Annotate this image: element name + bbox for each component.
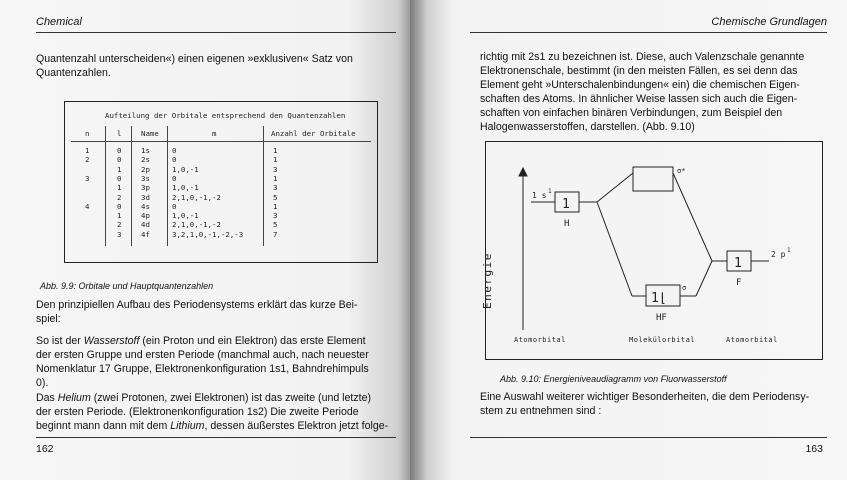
h-electron: 1 bbox=[562, 197, 570, 212]
text-line: Elektronenschale, bestimmt (in den meisten Fällen, es sei denn das bbox=[480, 65, 798, 77]
connector-h-sigma bbox=[597, 202, 632, 296]
energy-axis-arrowhead bbox=[519, 168, 527, 176]
table-cell-m: 2,1,0,-1,-2 bbox=[172, 192, 221, 202]
text-line: Den prinzipiellen Aufbau des Periodensystems erklärt das kurze Bei- bbox=[36, 299, 358, 311]
table-cell-m: 1,0,-1 bbox=[172, 211, 199, 221]
table-cell-l: 1 bbox=[117, 211, 122, 221]
f-level-label: 2 p bbox=[771, 250, 786, 259]
table-cell-name: 2s bbox=[141, 155, 150, 165]
text-line: der ersten Gruppe und ersten Periode (manchmal auch, nach neuester bbox=[36, 349, 369, 361]
f-label: F bbox=[736, 278, 742, 288]
paragraph-intro-left bbox=[36, 52, 353, 80]
sigma-star-label: σ* bbox=[677, 167, 686, 175]
table-cell-n: 4 bbox=[85, 201, 90, 211]
text-run: beginnt mann dann mit dem bbox=[36, 420, 171, 432]
header-rule-left bbox=[36, 32, 396, 33]
table-column-divider bbox=[167, 126, 168, 246]
text-line: Element geht »Unterschalenbindungen« ein) die chemischen Eigen- bbox=[480, 79, 800, 91]
molekuelorbital-label: Molekülorbital bbox=[629, 336, 696, 344]
figure-caption-9-10: Abb. 9.10: Energieniveaudiagramm von Fluorwasserstoff bbox=[500, 374, 727, 384]
text-line: Nomenklatur 17 Gruppe, Elektronenkonfiguration 1s1, Bahndrehimpuls bbox=[36, 363, 369, 375]
table-cell-m: 0 bbox=[172, 155, 177, 165]
energy-level-diagram bbox=[481, 141, 823, 360]
table-header-n: n bbox=[85, 129, 90, 138]
table-cell-count: 1 bbox=[273, 155, 278, 165]
paragraph-helium bbox=[36, 391, 388, 433]
table-column-divider bbox=[131, 126, 132, 246]
table-cell-n: 2 bbox=[85, 155, 90, 165]
text-line: Quantenzahlen. bbox=[36, 67, 111, 79]
table-cell-name: 3d bbox=[141, 192, 150, 202]
text-line: richtig mit 2s1 zu bezeichnen ist. Diese, auch Valenzschale genannte bbox=[480, 51, 805, 63]
energy-diagram-svg bbox=[481, 142, 822, 359]
table-cell-name: 4f bbox=[141, 229, 150, 239]
table-cell-count: 1 bbox=[273, 146, 278, 155]
term-wasserstoff: Wasserstoff bbox=[83, 335, 140, 347]
sigma-star-orbital-box bbox=[633, 167, 673, 191]
running-header-left: Chemical bbox=[36, 16, 82, 28]
table-header-rule bbox=[71, 141, 371, 142]
table-cell-m: 2,1,0,-1,-2 bbox=[172, 220, 221, 230]
left-page bbox=[0, 0, 410, 480]
table-cell-name: 3s bbox=[141, 173, 150, 183]
table-cell-l: 0 bbox=[117, 173, 122, 183]
table-cell-name: 2p bbox=[141, 164, 150, 174]
text-line: schaften des Atoms. In ähnlicher Weise lassen sich auch die Eigen- bbox=[480, 93, 798, 105]
table-cell-name: 4s bbox=[141, 201, 150, 211]
text-line: Halogenwasserstoffen, darstellen. (Abb. 9.10) bbox=[480, 121, 695, 133]
text-line: spiel: bbox=[36, 313, 61, 325]
table-cell-n: 1 bbox=[85, 146, 90, 155]
text-line: Eine Auswahl weiterer wichtiger Besonderheiten, die dem Periodensy- bbox=[480, 391, 810, 403]
table-cell-name: 1s bbox=[141, 146, 150, 155]
table-cell-n: 3 bbox=[85, 173, 90, 183]
header-rule-right bbox=[470, 32, 827, 33]
table-cell-count: 7 bbox=[273, 229, 278, 239]
text-line: schaften von einfachen binären Verbindungen, zum Beispiel den bbox=[480, 107, 783, 119]
connector-sigma-star-f bbox=[673, 173, 712, 261]
text-line: 0). bbox=[36, 377, 49, 389]
energy-axis-label: Energie bbox=[481, 252, 494, 309]
table-cell-l: 2 bbox=[117, 220, 122, 230]
table-cell-m: 0 bbox=[172, 146, 177, 155]
table-title: Aufteilung der Orbitale entsprechend den Quantenzahlen bbox=[105, 111, 346, 120]
paragraph-aufbau bbox=[36, 298, 358, 326]
table-cell-count: 3 bbox=[273, 183, 278, 193]
table-cell-l: 0 bbox=[117, 201, 122, 211]
table-cell-l: 2 bbox=[117, 192, 122, 202]
table-cell-l: 1 bbox=[117, 183, 122, 193]
right-page bbox=[410, 0, 847, 480]
table-cell-count: 5 bbox=[273, 192, 278, 202]
text-line: stem zu entnehmen sind : bbox=[480, 405, 602, 417]
orbital-table bbox=[64, 101, 378, 263]
atomorbital-label-left: Atomorbital bbox=[514, 336, 566, 344]
text-line: Quantenzahl unterscheiden«) einen eigenen »exklusiven« Satz von bbox=[36, 53, 353, 65]
page-number-right: 163 bbox=[805, 443, 823, 455]
text-run: , dessen äußerstes Elektron jetzt folge- bbox=[204, 420, 389, 432]
table-cell-count: 1 bbox=[273, 173, 278, 183]
table-cell-l: 0 bbox=[117, 155, 122, 165]
h-level-superscript: 1 bbox=[548, 188, 552, 195]
connector-sigma-f bbox=[696, 261, 712, 296]
table-cell-name: 4d bbox=[141, 220, 150, 230]
table-cell-m: 0 bbox=[172, 173, 177, 183]
table-cell-l: 1 bbox=[117, 164, 122, 174]
table-cell-m: 0 bbox=[172, 201, 177, 211]
h-label: H bbox=[564, 219, 570, 229]
f-electron: 1 bbox=[734, 256, 742, 271]
table-cell-name: 3p bbox=[141, 183, 150, 193]
text-run: (ein Proton und ein Elektron) das erste Element bbox=[139, 335, 366, 347]
footer-rule-left bbox=[36, 437, 396, 438]
text-run: (zwei Protonen, zwei Elektronen) ist das zweite (und letzte) bbox=[90, 392, 372, 404]
table-header-count: Anzahl der Orbitale bbox=[271, 129, 356, 138]
table-cell-l: 0 bbox=[117, 146, 122, 155]
table-cell-name: 4p bbox=[141, 211, 150, 221]
figure-caption-9-9: Abb. 9.9: Orbitale und Hauptquantenzahlen bbox=[40, 281, 214, 291]
text-run: So ist der bbox=[36, 335, 84, 347]
h-level-label: 1 s bbox=[532, 191, 547, 200]
f-level-superscript: 1 bbox=[787, 247, 791, 254]
footer-rule-right bbox=[470, 437, 827, 438]
paragraph-valenzschale bbox=[480, 50, 804, 134]
text-line: der ersten Periode. (Elektronenkonfiguration 1s2) Die zweite Periode bbox=[36, 406, 359, 418]
paragraph-besonderheiten bbox=[480, 390, 809, 418]
connector-h-sigma-star bbox=[597, 173, 633, 202]
term-helium: Helium bbox=[57, 392, 91, 404]
term-lithium: Lithium bbox=[170, 420, 205, 432]
running-header-right: Chemische Grundlagen bbox=[711, 16, 827, 28]
sigma-label: σ bbox=[682, 284, 687, 292]
page-number-left: 162 bbox=[36, 443, 54, 455]
table-header-l: l bbox=[117, 129, 122, 138]
text-run: Das bbox=[36, 392, 58, 404]
paragraph-wasserstoff bbox=[36, 334, 369, 390]
table-header-name: Name bbox=[141, 129, 159, 138]
table-column-divider bbox=[263, 126, 264, 246]
table-cell-count: 5 bbox=[273, 220, 278, 230]
atomorbital-label-right: Atomorbital bbox=[726, 336, 778, 344]
table-cell-count: 1 bbox=[273, 201, 278, 211]
table-cell-count: 3 bbox=[273, 211, 278, 221]
hf-electrons: 1⌊ bbox=[651, 291, 667, 306]
table-cell-m: 1,0,-1 bbox=[172, 183, 199, 193]
table-cell-count: 3 bbox=[273, 164, 278, 174]
table-header-m: m bbox=[212, 129, 217, 138]
table-cell-m: 3,2,1,0,-1,-2,-3 bbox=[172, 229, 244, 239]
table-cell-m: 1,0,-1 bbox=[172, 164, 199, 174]
table-cell-l: 3 bbox=[117, 229, 122, 239]
hf-label: HF bbox=[656, 313, 667, 323]
table-column-divider bbox=[105, 126, 106, 246]
